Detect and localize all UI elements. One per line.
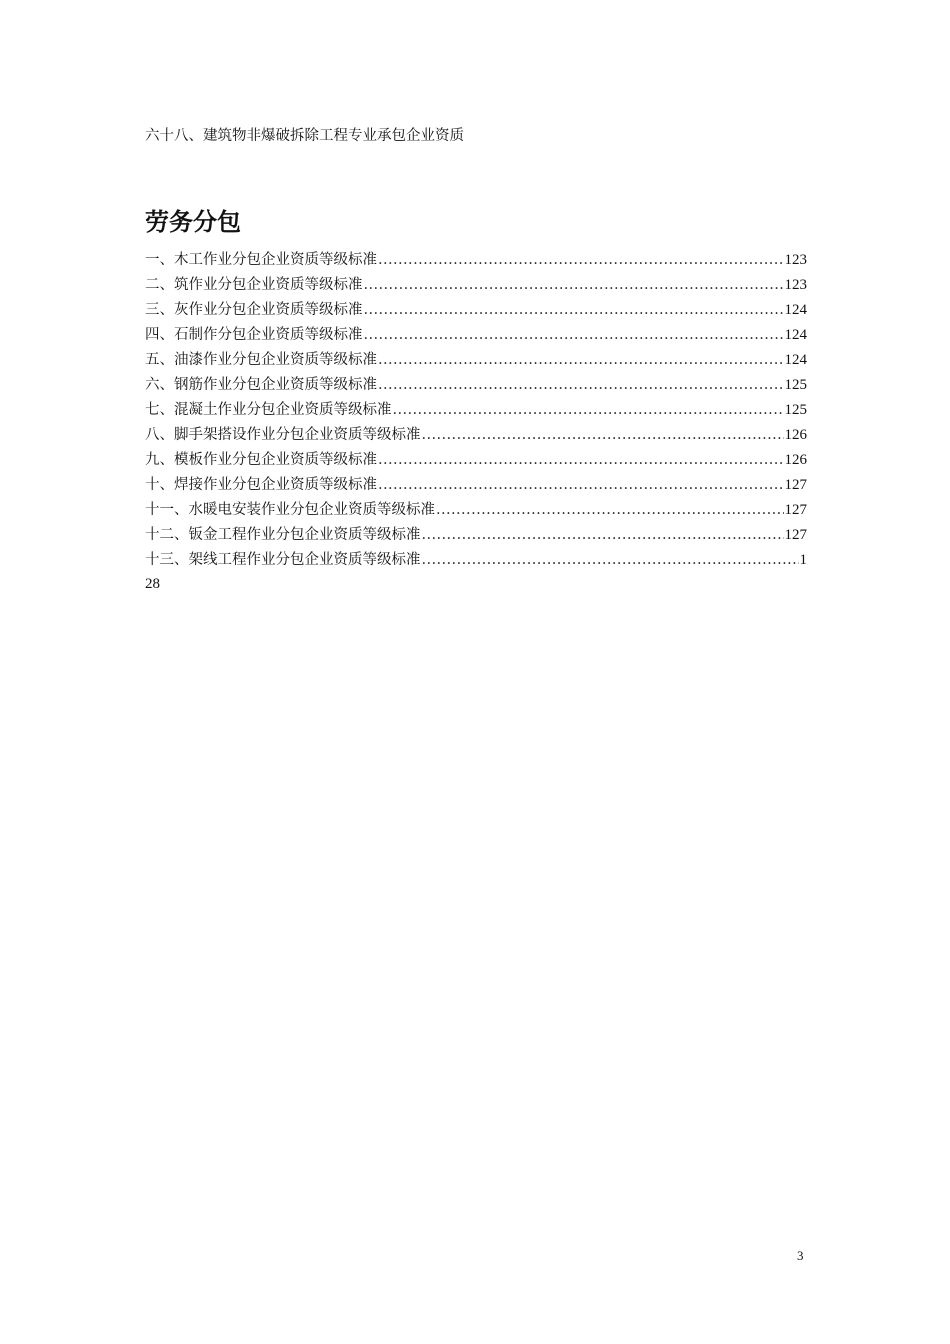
section-title: 劳务分包 xyxy=(145,208,241,236)
toc-leader-dots xyxy=(436,500,784,520)
toc-entry-title: 七、混凝土作业分包企业资质等级标准 xyxy=(145,402,392,418)
toc-leader-dots xyxy=(378,475,784,495)
previous-toc-entry: 六十八、建筑物非爆破拆除工程专业承包企业资质 xyxy=(145,128,464,144)
toc-entry-title: 十二、钣金工程作业分包企业资质等级标准 xyxy=(145,527,421,543)
toc-leader-dots xyxy=(378,375,784,395)
toc-leader-dots xyxy=(364,275,784,295)
toc-entry-3[interactable] xyxy=(145,300,807,325)
toc-entry-page: 126 xyxy=(784,452,807,468)
toc-entry-13[interactable] xyxy=(145,550,807,575)
toc-entry-title: 一、木工作业分包企业资质等级标准 xyxy=(145,252,377,268)
toc-entry-6[interactable] xyxy=(145,375,807,400)
toc-entry-page: 126 xyxy=(784,427,807,443)
toc-entry-title: 十一、水暖电安装作业分包企业资质等级标准 xyxy=(145,502,435,518)
toc-leader-dots xyxy=(378,350,784,370)
toc-entry-page: 127 xyxy=(784,527,807,543)
toc-entry-page: 127 xyxy=(784,477,807,493)
toc-leader-dots xyxy=(378,250,784,270)
toc-entry-page: 127 xyxy=(784,502,807,518)
toc-entry-4[interactable] xyxy=(145,325,807,350)
toc-entry-page: 125 xyxy=(784,377,807,393)
toc-entry-5[interactable] xyxy=(145,350,807,375)
toc-entry-page: 1 xyxy=(799,552,807,568)
toc-entry-9[interactable] xyxy=(145,450,807,475)
toc-entry-title: 二、筑作业分包企业资质等级标准 xyxy=(145,277,363,293)
toc-entry-title: 六、钢筋作业分包企业资质等级标准 xyxy=(145,377,377,393)
toc-entry-title: 八、脚手架搭设作业分包企业资质等级标准 xyxy=(145,427,421,443)
toc-entry-title: 五、油漆作业分包企业资质等级标准 xyxy=(145,352,377,368)
toc-entry-title: 三、灰作业分包企业资质等级标准 xyxy=(145,302,363,318)
toc-leader-dots xyxy=(378,450,784,470)
toc-entry-10[interactable] xyxy=(145,475,807,500)
page-number: 3 xyxy=(797,1248,804,1263)
toc-leader-dots xyxy=(364,300,784,320)
toc-entry-title: 四、石制作分包企业资质等级标准 xyxy=(145,327,363,343)
toc-entry-8[interactable] xyxy=(145,425,807,450)
toc-entry-page-wrapped: 28 xyxy=(145,576,160,592)
toc-leader-dots xyxy=(422,550,799,570)
toc-entry-page: 124 xyxy=(784,352,807,368)
toc-entry-2[interactable] xyxy=(145,275,807,300)
toc-entry-title: 九、模板作业分包企业资质等级标准 xyxy=(145,452,377,468)
toc-entry-page: 124 xyxy=(784,302,807,318)
toc-leader-dots xyxy=(364,325,784,345)
table-of-contents xyxy=(145,250,807,597)
toc-entry-11[interactable] xyxy=(145,500,807,525)
toc-entry-page: 123 xyxy=(784,252,807,268)
toc-entry-12[interactable] xyxy=(145,525,807,550)
toc-entry-page: 124 xyxy=(784,327,807,343)
toc-leader-dots xyxy=(422,525,784,545)
toc-entry-7[interactable] xyxy=(145,400,807,425)
toc-leader-dots xyxy=(422,425,784,445)
toc-leader-dots xyxy=(393,400,784,420)
toc-entry-title: 十、焊接作业分包企业资质等级标准 xyxy=(145,477,377,493)
toc-entry-title: 十三、架线工程作业分包企业资质等级标准 xyxy=(145,552,421,568)
toc-entry-page: 123 xyxy=(784,277,807,293)
toc-entry-page: 125 xyxy=(784,402,807,418)
toc-entry-1[interactable] xyxy=(145,250,807,275)
